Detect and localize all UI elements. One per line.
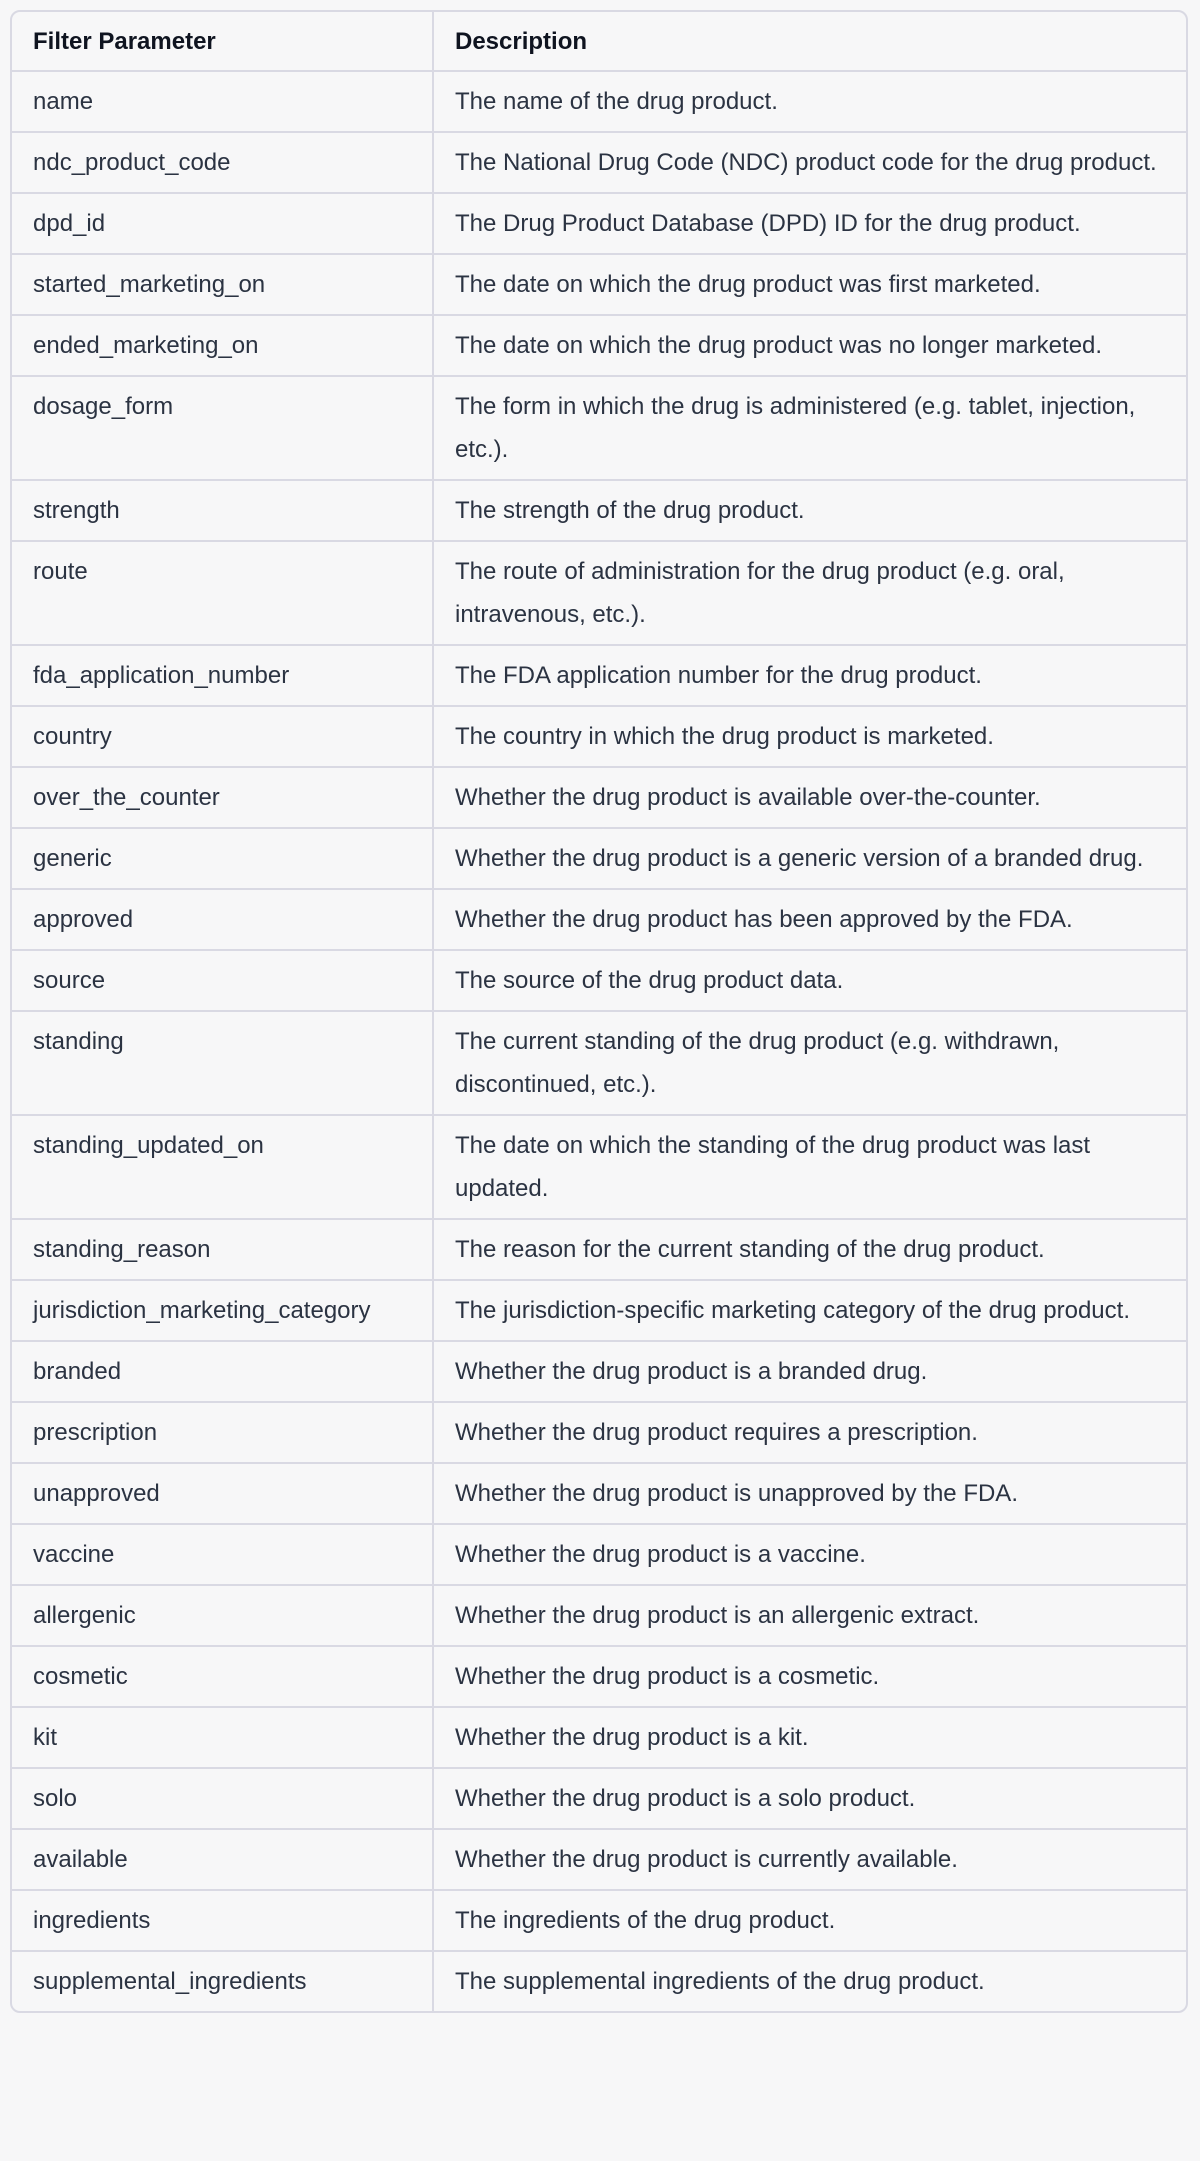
description-cell: The supplemental ingredients of the drug product. — [455, 1968, 985, 1995]
filter-parameter-cell: kit — [12, 1708, 434, 1769]
table-row — [12, 768, 1186, 829]
description-cell: The date on which the drug product was first marketed. — [434, 255, 1186, 316]
filter-parameter-cell: over_the_counter — [12, 768, 434, 829]
filter-parameter-cell: supplemental_ingredients — [12, 1952, 434, 2011]
table-row — [12, 1403, 1186, 1464]
table-row — [12, 194, 1186, 255]
filter-parameter-cell: standing_reason — [12, 1220, 434, 1281]
filter-parameter-cell: dpd_id — [12, 194, 434, 255]
table-row — [12, 1525, 1186, 1586]
table-row — [12, 316, 1186, 377]
table-row — [12, 1342, 1186, 1403]
table-row — [12, 72, 1186, 133]
filter-parameters-table — [10, 10, 1188, 2013]
filter-parameter-cell: fda_application_number — [12, 646, 434, 707]
filter-parameter-cell: vaccine — [12, 1525, 434, 1586]
table-row — [12, 1830, 1186, 1891]
filter-parameter-cell: solo — [12, 1769, 434, 1830]
filter-parameter-cell: name — [12, 72, 434, 133]
table-row — [12, 829, 1186, 890]
table-row — [12, 1891, 1186, 1952]
table-row — [12, 542, 1186, 646]
filter-parameter-cell: country — [12, 707, 434, 768]
description-cell: The jurisdiction-specific marketing category of the drug product. — [434, 1281, 1186, 1342]
table-row — [12, 133, 1186, 194]
description-cell: The form in which the drug is administered (e.g. tablet, injection, etc.). — [434, 377, 1186, 481]
description-cell: The date on which the drug product was no longer marketed. — [434, 316, 1186, 377]
description-cell: Whether the drug product is a kit. — [434, 1708, 1186, 1769]
filter-parameters-table-container — [10, 10, 1188, 2013]
description-cell: Whether the drug product is a generic version of a branded drug. — [434, 829, 1186, 890]
table-row — [12, 1647, 1186, 1708]
description-cell: Whether the drug product is a solo product. — [434, 1769, 1186, 1830]
description-cell: The date on which the standing of the drug product was last updated. — [434, 1116, 1186, 1220]
filter-parameter-cell: standing — [12, 1012, 434, 1116]
column-header-filter-parameter: Filter Parameter — [12, 12, 434, 72]
filter-parameter-cell: available — [12, 1830, 434, 1891]
table-row — [12, 1012, 1186, 1116]
filter-parameter-cell: source — [12, 951, 434, 1012]
filter-parameter-cell: unapproved — [12, 1464, 434, 1525]
table-row — [12, 1586, 1186, 1647]
table-row — [12, 646, 1186, 707]
description-cell: Whether the drug product is a branded drug. — [434, 1342, 1186, 1403]
column-header-description: Description — [434, 12, 1186, 72]
description-cell: The reason for the current standing of the drug product. — [434, 1220, 1186, 1281]
description-cell: The National Drug Code (NDC) product code for the drug product. — [434, 133, 1186, 194]
table-row — [12, 1952, 1186, 2011]
description-cell: Whether the drug product is available over-the-counter. — [434, 768, 1186, 829]
table-row — [12, 1116, 1186, 1220]
description-cell: The ingredients of the drug product. — [434, 1891, 1186, 1952]
table-row — [12, 1281, 1186, 1342]
description-cell: Whether the drug product is unapproved by the FDA. — [434, 1464, 1186, 1525]
filter-parameter-cell: dosage_form — [12, 377, 434, 481]
description-cell: Whether the drug product is an allergenic extract. — [434, 1586, 1186, 1647]
table-row — [12, 255, 1186, 316]
filter-parameter-cell: ended_marketing_on — [12, 316, 434, 377]
table-row — [12, 1464, 1186, 1525]
filter-parameter-cell: prescription — [12, 1403, 434, 1464]
description-cell: The route of administration for the drug product (e.g. oral, intravenous, etc.). — [434, 542, 1186, 646]
table-body — [12, 72, 1186, 2011]
description-cell: The source of the drug product data. — [434, 951, 1186, 1012]
table-row — [12, 377, 1186, 481]
description-cell: Whether the drug product is currently available. — [434, 1830, 1186, 1891]
filter-parameter-cell: approved — [12, 890, 434, 951]
table-header-row — [12, 12, 1186, 72]
description-cell: The name of the drug product. — [434, 72, 1186, 133]
filter-parameter-cell: branded — [12, 1342, 434, 1403]
description-cell: Whether the drug product requires a prescription. — [434, 1403, 1186, 1464]
description-cell: The country in which the drug product is marketed. — [434, 707, 1186, 768]
filter-parameter-cell: standing_updated_on — [12, 1116, 434, 1220]
table-row — [12, 951, 1186, 1012]
table-row — [12, 1708, 1186, 1769]
table-row — [12, 707, 1186, 768]
description-cell: The strength of the drug product. — [434, 481, 1186, 542]
table-row — [12, 1220, 1186, 1281]
filter-parameter-cell: jurisdiction_marketing_category — [12, 1281, 434, 1342]
description-cell: Whether the drug product is a cosmetic. — [434, 1647, 1186, 1708]
filter-parameter-cell: ingredients — [12, 1891, 434, 1952]
filter-parameter-cell: route — [12, 542, 434, 646]
description-cell: The current standing of the drug product (e.g. withdrawn, discontinued, etc.). — [434, 1012, 1186, 1116]
table-row — [12, 890, 1186, 951]
filter-parameter-cell: started_marketing_on — [12, 255, 434, 316]
table-row — [12, 1769, 1186, 1830]
description-cell: The FDA application number for the drug product. — [434, 646, 1186, 707]
table-row — [12, 481, 1186, 542]
description-cell: The Drug Product Database (DPD) ID for the drug product. — [434, 194, 1186, 255]
filter-parameter-cell: cosmetic — [12, 1647, 434, 1708]
filter-parameter-cell: ndc_product_code — [12, 133, 434, 194]
description-cell: Whether the drug product is a vaccine. — [434, 1525, 1186, 1586]
description-cell: Whether the drug product has been approved by the FDA. — [434, 890, 1186, 951]
filter-parameter-cell: allergenic — [12, 1586, 434, 1647]
filter-parameter-cell: strength — [12, 481, 434, 542]
filter-parameter-cell: generic — [12, 829, 434, 890]
